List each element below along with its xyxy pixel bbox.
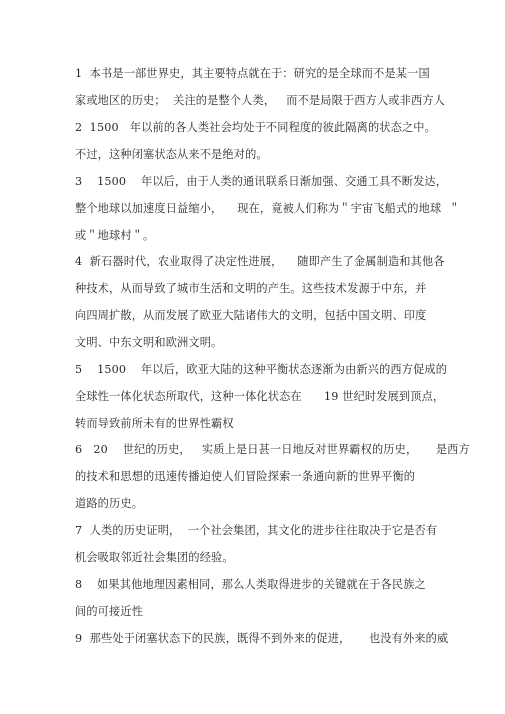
- text-line: 9 那些处于闭塞状态下的民族，既得不到外来的促进， 也没有外来的威: [75, 632, 449, 645]
- text-line: 的技术和思想的迅速传播迫使人们冒险探索一条通向新的世界平衡的: [75, 470, 416, 483]
- text-line: 整个地球以加速度日益缩小， 现在，竟被人们称为＂宇宙飞船式的地球 ＂: [75, 202, 461, 215]
- text-line: 2 1500 年以前的各人类社会均处于不同程度的彼此隔离的状态之中。: [75, 121, 436, 134]
- text-line: 机会吸取邻近社会集团的经验。: [75, 551, 234, 564]
- text-line: 或＂地球村＂。: [75, 229, 155, 242]
- text-line: 3 1500 年以后，由于人类的通讯联系日渐加强、交通工具不断发达，: [75, 175, 448, 188]
- text-line: 文明、中东文明和欧洲文明。: [75, 336, 223, 349]
- text-line: 7 人类的历史证明， 一个社会集团，其文化的进步往往取决于它是否有: [75, 524, 438, 537]
- text-line: 不过，这种闭塞状态从来不是绝对的。: [75, 148, 268, 161]
- text-line: 种技术，从而导致了城市生活和文明的产生。这些技术发源于中东，并: [75, 282, 427, 295]
- text-line: 5 1500 年以后，欧亚大陆的这种平衡状态逐渐为由新兴的西方促成的: [75, 363, 448, 376]
- text-line: 1 本书是一部世界史，其主要特点就在于：研究的是全球而不是某一国: [75, 67, 430, 80]
- text-line: 向四周扩散，从而发展了欧亚大陆诸伟大的文明，包括中国文明、印度: [75, 309, 427, 322]
- text-line: 道路的历史。: [75, 497, 144, 510]
- text-line: 6 20 世纪的历史， 实质上是日甚一日地反对世界霸权的历史， 是西方: [75, 443, 470, 456]
- text-line: 4 新石器时代，农业取得了决定性进展， 随即产生了金属制造和其他各: [75, 255, 445, 268]
- text-line: 8 如果其他地理因素相同，那么人类取得进步的关键就在于各民族之: [75, 578, 426, 591]
- text-line: 间的可接近性: [75, 605, 144, 618]
- text-line: 转而导致前所未有的世界性霸权: [75, 417, 234, 430]
- text-line: 全球性一体化状态所取代，这种一体化状态在 19 世纪时发展到顶点，: [75, 390, 445, 403]
- text-line: 家或地区的历史； 关注的是整个人类， 而不是局限于西方人或非西方人: [75, 94, 445, 107]
